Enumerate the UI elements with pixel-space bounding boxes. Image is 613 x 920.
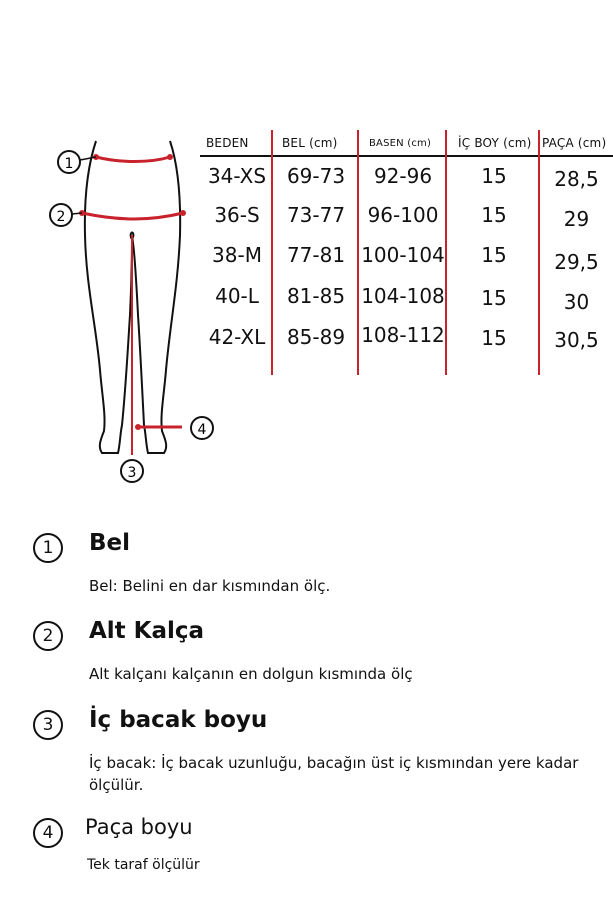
table-cell: 81-85 [286,284,346,308]
legend-number-4: 4 [33,818,63,848]
table-cell: 36-S [214,203,260,227]
legend-description: Bel: Belini en dar kısmından ölç. [89,577,331,595]
legend-number-1: 1 [33,533,63,563]
size-table [200,130,613,380]
table-cell: 77-81 [286,243,346,267]
table-cell: 30 [563,290,590,314]
table-cell: 29 [563,207,590,231]
header-divider [200,155,613,157]
legend-description: İç bacak: İç bacak uzunluğu, bacağın üst iç kısmından yere kadar ölçülür. [89,754,579,794]
header-basen: BASEN (cm) [369,138,432,149]
header-bel: BEL (cm) [282,136,338,150]
table-cell: 40-L [215,284,259,308]
legend-title: İç bacak boyu [89,707,268,733]
hip-measure-line [82,213,183,219]
table-cell: 42-XL [208,325,266,349]
table-cell: 73-77 [286,203,346,227]
table-cell: 29,5 [554,250,599,274]
legend-title: Alt Kalça [89,618,205,644]
marker-4-label: 4 [197,422,207,438]
table-cell: 15 [481,164,507,188]
waist-measure-line [96,157,170,162]
header-beden: BEDEN [206,136,249,150]
table-cell: 69-73 [286,164,346,188]
header-ic-boy: İÇ BOY (cm) [458,136,532,150]
table-cell: 15 [481,286,507,310]
header-paca: PAÇA (cm) [542,136,607,150]
table-cell: 15 [481,243,507,267]
table-cell: 30,5 [554,328,599,352]
table-cell: 104-108 [361,284,445,308]
legend-number-3: 3 [33,710,63,740]
table-cell: 96-100 [367,203,439,227]
legend-number-2: 2 [33,621,63,651]
marker-2-label: 2 [56,209,66,225]
table-cell: 28,5 [554,167,599,191]
table-cell: 15 [481,326,507,350]
table-cell: 108-112 [361,323,445,347]
legend-title: Bel [89,530,131,556]
legend-title: Paça boyu [85,815,193,839]
marker-3-label: 3 [127,465,137,481]
table-cell: 38-M [212,243,262,267]
marker-1-label: 1 [64,156,74,172]
table-cell: 85-89 [286,325,346,349]
table-cell: 92-96 [373,164,433,188]
legend-description: Alt kalçanı kalçanın en dolgun kısmında ölç [89,665,413,683]
table-cell: 100-104 [361,243,445,267]
table-cell: 34-XS [207,164,267,188]
table-cell: 15 [481,203,507,227]
legend-description: Tek taraf ölçülür [87,857,200,873]
